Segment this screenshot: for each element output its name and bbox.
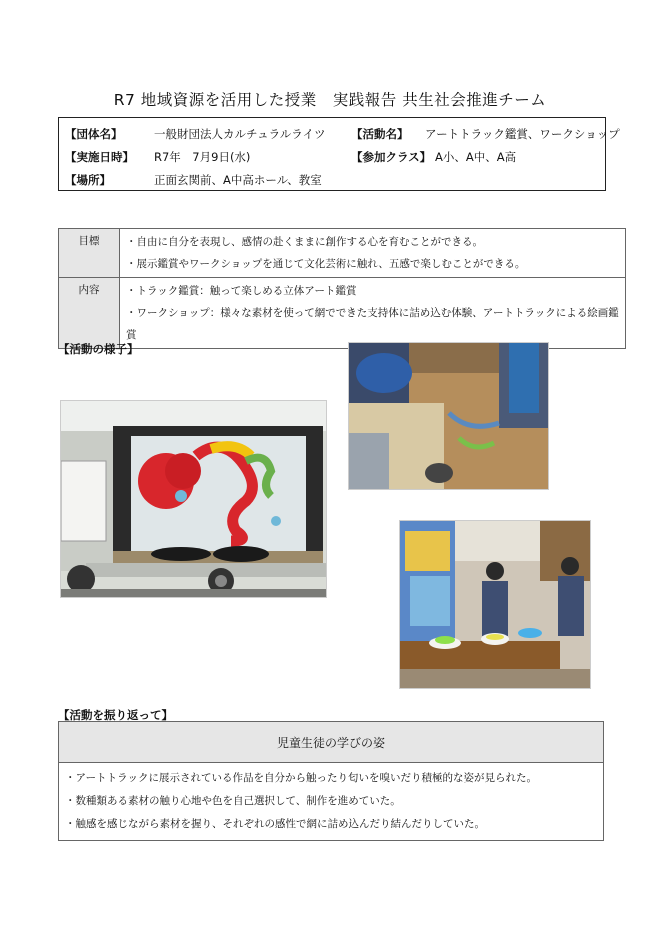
reflection-line: ・数種類ある素材の触り心地や色を自己選択して、制作を進めていた。	[65, 795, 401, 807]
org-value: 一般財団法人カルチュラルライツ	[154, 127, 326, 141]
activity-value: アートトラック鑑賞、ワークショップ	[425, 127, 620, 141]
content-line: ・ワークショップ：様々な素材を使って網でできた支持体に詰め込む体験、アートトラックによる絵画鑑賞	[126, 307, 619, 341]
content-body	[120, 278, 626, 349]
reflection-box	[58, 721, 604, 841]
reflection-body	[59, 763, 603, 840]
reflection-line: ・触感を感じながら素材を握り、それぞれの感性で網に詰め込んだり結んだりしていた。	[65, 818, 485, 830]
place-value: 正面玄関前、A中高ホール、教室	[154, 173, 322, 187]
goal-label: 目標	[59, 229, 120, 278]
activity-label: 【活動名】	[351, 127, 409, 141]
goal-body	[120, 229, 626, 278]
place-label: 【場所】	[65, 173, 111, 187]
art-truck-photo	[60, 400, 327, 598]
class-label: 【参加クラス】	[351, 150, 432, 164]
goals-table	[58, 228, 626, 349]
date-label: 【実施日時】	[65, 150, 134, 164]
activity-heading: 【活動の様子】	[58, 342, 139, 356]
reflection-line: ・アートトラックに展示されている作品を自分から触ったり匂いを嗅いだり積極的な姿が見られた。	[65, 772, 537, 784]
presenters-photo	[399, 520, 591, 689]
info-box	[58, 117, 620, 191]
date-value: R7年 7月9日(水)	[154, 150, 251, 164]
reflection-heading: 【活動を振り返って】	[58, 708, 173, 722]
workshop-hands-photo	[348, 342, 549, 490]
goal-line: ・展示鑑賞やワークショップを通じて文化芸術に触れ、五感で楽しむことができる。	[126, 258, 526, 270]
class-value: A小、A中、A高	[435, 150, 517, 164]
content-line: ・トラック鑑賞：触って楽しめる立体アート鑑賞	[126, 285, 357, 297]
reflection-box-title: 児童生徒の学びの姿	[59, 722, 603, 763]
page-title: R7 地域資源を活用した授業 実践報告 共生社会推進チーム	[113, 91, 547, 109]
content-label: 内容	[59, 278, 120, 349]
goal-line: ・自由に自分を表現し、感情の赴くままに創作する心を育むことができる。	[126, 236, 483, 248]
org-label: 【団体名】	[65, 127, 123, 141]
